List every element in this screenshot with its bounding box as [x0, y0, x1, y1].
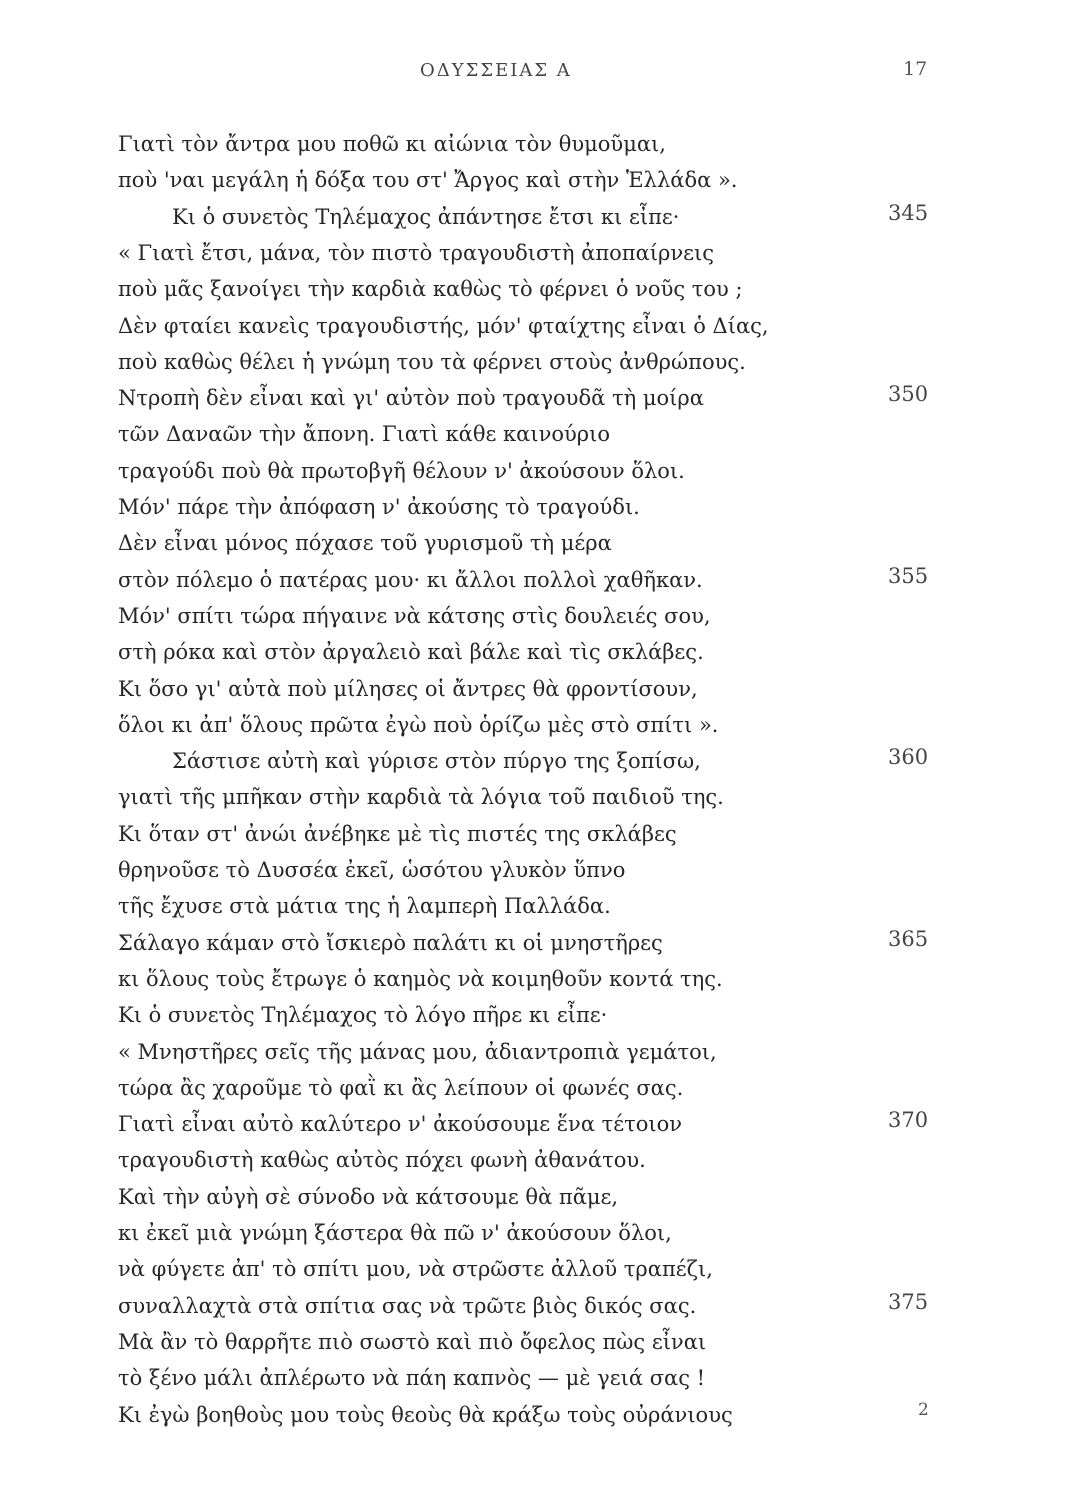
- signature-mark: 2: [918, 1400, 929, 1420]
- verse-line: Μόν' σπίτι τώρα πήγαινε νὰ κάτσης στὶς δουλειές σου,: [118, 603, 711, 628]
- verse-line: Κι ἐγὼ βοηθοὺς μου τοὺς θεοὺς θὰ κράξω τοὺς οὐράνιους: [118, 1402, 733, 1427]
- verse-line-number: 345: [888, 200, 929, 225]
- verse-line: ποὺ 'ναι μεγάλη ἡ δόξα του στ' Ἄργος καὶ στὴν Ἑλλάδα ».: [118, 168, 738, 193]
- running-header-title: ΟΔΥΣΣΕΙΑΣ Α: [420, 60, 572, 81]
- verse-line-number: 350: [888, 382, 929, 407]
- verse-line: Κι ὁ συνετὸς Τηλέμαχος ἀπάντησε ἔτσι κι εἶπε·: [172, 204, 680, 229]
- verse-line: Κι ὅσο γι' αὐτὰ ποὺ μίλησες οἱ ἄντρες θὰ φροντίσουν,: [118, 676, 698, 701]
- verse-line: συναλλαχτὰ στὰ σπίτια σας νὰ τρῶτε βιὸς δικός σας.: [118, 1293, 697, 1318]
- verse-line: κι ἐκεῖ μιὰ γνώμη ξάστερα θὰ πῶ ν' ἀκούσουν ὅλοι,: [118, 1221, 672, 1245]
- verse-line: Κι ὅταν στ' ἀνώι ἀνέβηκε μὲ τὶς πιστές της σκλάβες: [118, 821, 677, 846]
- verse-line: τραγούδι ποὺ θὰ πρωτοβγῆ θέλουν ν' ἀκούσουν ὅλοι.: [118, 458, 685, 483]
- verse-line: Γιατὶ τὸν ἄντρα μου ποθῶ κι αἰώνια τὸν θυμοῦμαι,: [118, 132, 666, 156]
- verse-line: νὰ φύγετε ἀπ' τὸ σπίτι μου, νὰ στρῶστε ἀλλοῦ τραπέζι,: [118, 1257, 713, 1282]
- verse-line: τώρα ἂς χαροῦμε τὸ φαῒ κι ἂς λείπουν οἱ φωνές σας.: [118, 1075, 684, 1100]
- verse-line: στὴ ρόκα καὶ στὸν ἀργαλειὸ καὶ βάλε καὶ τὶς σκλάβες.: [118, 640, 704, 665]
- verse-line: Μόν' πάρε τὴν ἀπόφαση ν' ἀκούσης τὸ τραγούδι.: [118, 495, 640, 519]
- verse-line: Καὶ τὴν αὐγὴ σὲ σύνοδο νὰ κάτσουμε θὰ πᾶμε,: [118, 1184, 619, 1209]
- verse-line: Δὲν εἶναι μόνος πόχασε τοῦ γυρισμοῦ τὴ μέρα: [118, 531, 612, 556]
- verse-line: Ντροπὴ δὲν εἶναι καὶ γι' αὐτὸν ποὺ τραγουδᾶ τὴ μοίρα: [118, 386, 704, 411]
- verse-line: τῆς ἔχυσε στὰ μάτια της ἡ λαμπερὴ Παλλάδα.: [118, 894, 611, 919]
- verse-line: Σάλαγο κάμαν στὸ ἴσκιερὸ παλάτι κι οἱ μνηστῆρες: [118, 930, 663, 955]
- verse-line: κι ὅλους τοὺς ἔτρωγε ὁ καημὸς νὰ κοιμηθοῦν κοντά της.: [118, 966, 723, 991]
- verse-line-number: 375: [888, 1289, 929, 1314]
- verse-line: Δὲν φταίει κανεὶς τραγουδιστής, μόν' φταίχτης εἶναι ὁ Δίας,: [118, 313, 769, 338]
- verse-line: Σάστισε αὐτὴ καὶ γύρισε στὸν πύργο της ξοπίσω,: [172, 749, 701, 774]
- verse-line-number: 360: [888, 745, 929, 770]
- page-number: 17: [903, 58, 928, 80]
- verse-line-number: 370: [888, 1108, 929, 1133]
- verse-line: τραγουδιστὴ καθὼς αὐτὸς πόχει φωνὴ ἀθανάτου.: [118, 1148, 646, 1173]
- verse-line: θρηνοῦσε τὸ Δυσσέα ἐκεῖ, ὡσότου γλυκὸν ὕπνο: [118, 858, 626, 882]
- verse-line: ὅλοι κι ἀπ' ὅλους πρῶτα ἐγὼ ποὺ ὁρίζω μὲς στὸ σπίτι ».: [118, 712, 719, 737]
- verse-line: « Γιατὶ ἔτσι, μάνα, τὸν πιστὸ τραγουδιστὴ ἀποπαίρνεις: [118, 240, 714, 265]
- verse-line: « Μνηστῆρες σεῖς τῆς μάνας μου, ἀδιαντροπιὰ γεμάτοι,: [118, 1039, 717, 1064]
- verse-line: Γιατὶ εἶναι αὐτὸ καλύτερο ν' ἀκούσουμε ἕνα τέτοιον: [118, 1112, 683, 1137]
- verse-line: ποὺ μᾶς ξανοίγει τὴν καρδιὰ καθὼς τὸ φέρνει ὁ νοῦς του ;: [118, 277, 743, 302]
- verse-line: Κι ὁ συνετὸς Τηλέμαχος τὸ λόγο πῆρε κι εἶπε·: [118, 1003, 608, 1028]
- verse-line: ποὺ καθὼς θέλει ἡ γνώμη του τὰ φέρνει στοὺς ἀνθρώπους.: [118, 349, 746, 374]
- verse-line: στὸν πόλεμο ὁ πατέρας μου· κι ἄλλοι πολλοὶ χαθῆκαν.: [118, 567, 703, 592]
- verse-line: Μὰ ἂν τὸ θαρρῆτε πιὸ σωστὸ καὶ πιὸ ὄφελος πὼς εἶναι: [118, 1329, 707, 1354]
- verse-line: γιατὶ τῆς μπῆκαν στὴν καρδιὰ τὰ λόγια τοῦ παιδιοῦ της.: [118, 785, 724, 810]
- verse-line: τὸ ξένο μάλι ἀπλέρωτο νὰ πάη καπνὸς — μὲ γειά σας !: [118, 1366, 706, 1391]
- verse-line-number: 365: [888, 926, 929, 951]
- verse-line: τῶν Δαναῶν τὴν ἄπονη. Γιατὶ κάθε καινούριο: [118, 422, 610, 447]
- verse-line-number: 355: [888, 563, 929, 588]
